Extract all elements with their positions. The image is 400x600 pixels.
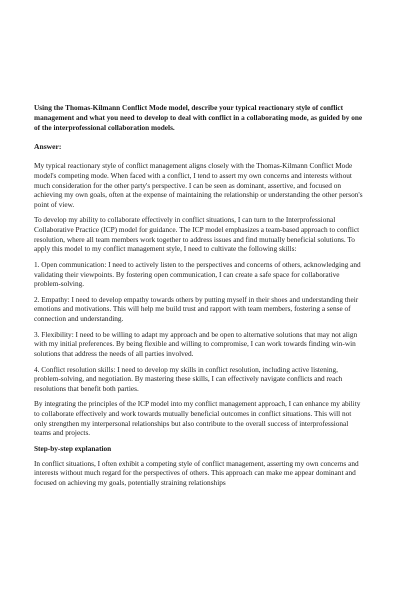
step-heading: Step-by-step explanation bbox=[34, 443, 112, 453]
list-item-empathy: 2. Empathy: I need to develop empathy towards others by putting myself in their shoes and understanding their emotions and motivations. This will help me build trust and rapport with team members, fostering a sense of connection and understanding. bbox=[34, 294, 359, 324]
answer-heading: Answer: bbox=[34, 142, 62, 152]
question-text: Using the Thomas-Kilmann Conflict Mode model, describe your typical reactionary style of conflict management and what you need to develop to deal with conflict in a collaborating mode, as guided by one of the interprofessional collaboration models. bbox=[34, 103, 363, 132]
step-paragraph: In conflict situations, I often exhibit a competing style of conflict management, asserting my own concerns and interests without much regard for the perspectives of others. This approach can make me appear dominant and focused on achieving my goals, potentially straining relationships bbox=[34, 458, 359, 487]
body-paragraph: My typical reactionary style of conflict management aligns closely with the Thomas-Kilmann Conflict Mode model's competing mode. When faced with a conflict, I tend to assert my own concerns and interests without much consideration for the other party's perspective. I can be seen as dominant, assertive, and focused on achieving my own goals, often at the expense of maintaining the relationship or understanding the other person's point of view. bbox=[34, 161, 363, 209]
list-item-open-communication: 1. Open communication: I need to actively listen to the perspectives and concerns of others, acknowledging and validating their viewpoints. By fostering open communication, I can create a safe space for collaborative problem-solving. bbox=[34, 259, 361, 289]
body-paragraph: To develop my ability to collaborate effectively in conflict situations, I can turn to the Interprofessional Collaborative Practice (ICP) model for guidance. The ICP model emphasizes a team-based approach to conflict resolution, where all team members work together to address issues and find mutually beneficial solutions. To apply this model to my conflict management style, I need to cultivate the following skills: bbox=[34, 215, 360, 254]
list-item-flexibility: 3. Flexibility: I need to be willing to adapt my approach and be open to alternative solutions that may not align with my initial preferences. By being flexible and willing to compromise, I can work towards finding win-win solutions that address the needs of all parties involved. bbox=[34, 329, 358, 358]
body-paragraph: By integrating the principles of the ICP model into my conflict management approach, I can enhance my ability to collaborate effectively and work towards mutually beneficial outcomes in conflict situations. This will not only strengthen my interpersonal relationships but also contribute to the overall success of interprofessional teams and projects. bbox=[34, 399, 361, 438]
list-item-conflict-resolution: 4. Conflict resolution skills: I need to develop my skills in conflict resolution, including active listening, problem-solving, and negotiation. By mastering these skills, I can effectively navigate conflicts and reach resolutions that benefit both parties. bbox=[34, 364, 343, 393]
